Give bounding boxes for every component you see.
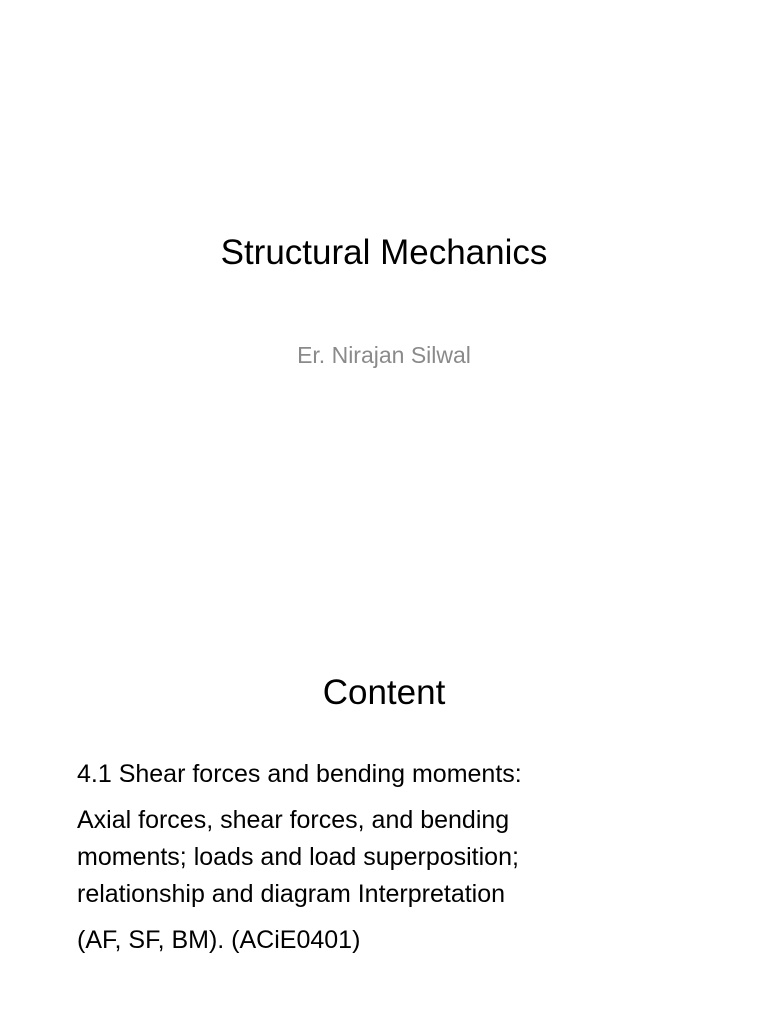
content-heading: Content [322, 673, 446, 712]
content-line-3: moments; loads and load superposition; [77, 843, 519, 871]
content-body [77, 756, 717, 959]
content-paragraph [77, 802, 717, 913]
content-line-2: Axial forces, shear forces, and bending [77, 806, 510, 834]
slide-content [0, 576, 768, 1024]
slide-author: Er. Nirajan Silwal [297, 342, 471, 368]
slide-title-heading: Structural Mechanics [220, 233, 548, 272]
content-line-5: (AF, SF, BM). (ACiE0401) [77, 926, 361, 954]
content-line-1: 4.1 Shear forces and bending moments: [77, 760, 522, 788]
content-line-4: relationship and diagram Interpretation [77, 880, 506, 908]
